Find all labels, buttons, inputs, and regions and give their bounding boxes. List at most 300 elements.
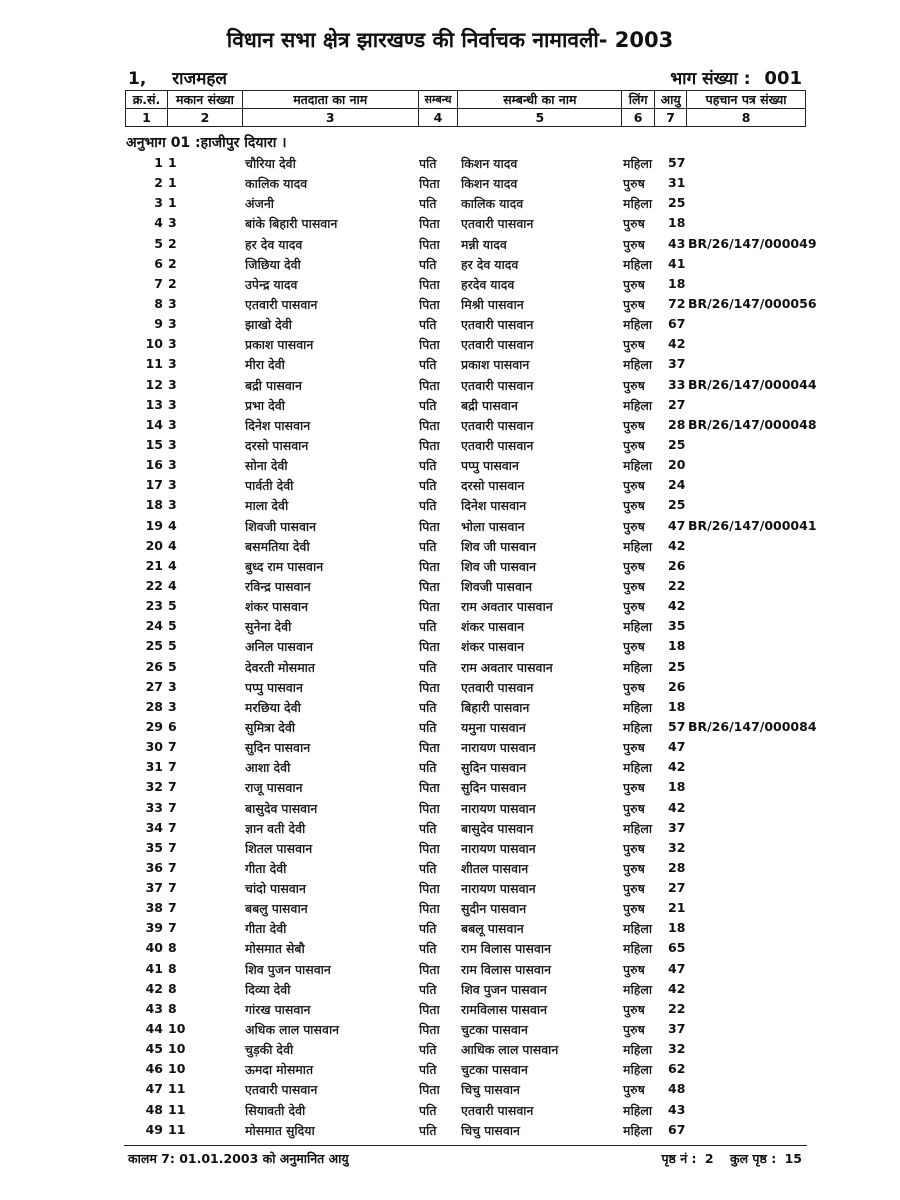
table-row: [0, 495, 900, 515]
voter-name: शिव पुजन पासवान: [245, 961, 331, 977]
voter-name: शितल पासवान: [245, 840, 313, 856]
serial-number: 38: [145, 900, 163, 916]
age: 26: [668, 557, 686, 573]
age: 57: [668, 155, 686, 170]
relation: पिता: [419, 901, 440, 917]
serial-number: 46: [145, 1061, 163, 1077]
voter-name: सियावती देवी: [245, 1102, 306, 1118]
relative-name: सुदिन पासवान: [461, 760, 527, 776]
house-number: 8: [168, 980, 177, 996]
table-row: [0, 576, 900, 596]
gender: महिला: [623, 921, 653, 937]
house-number: 8: [168, 1000, 177, 1016]
voter-name: मोसमात सेबौ: [245, 941, 305, 957]
gender: पुरुष: [623, 216, 645, 232]
serial-number: 47: [145, 1081, 163, 1097]
serial-number: 1: [154, 155, 163, 170]
serial-number: 2: [154, 175, 163, 191]
relation: पिता: [419, 599, 440, 615]
table-row: [0, 938, 900, 958]
relation: पिता: [419, 236, 440, 252]
table-row: [0, 1120, 900, 1140]
relative-name: हरदेव यादव: [461, 276, 515, 292]
serial-number: 27: [145, 678, 163, 694]
gender: महिला: [623, 981, 653, 997]
id-card-number: BR/26/147/000049: [688, 235, 817, 251]
gender: महिला: [623, 760, 653, 776]
voter-name: गीता देवी: [245, 921, 287, 937]
serial-number: 10: [145, 336, 163, 352]
house-number: 11: [168, 1121, 186, 1137]
relation: पति: [419, 941, 437, 957]
voter-name: कालिक यादव: [245, 176, 308, 192]
gender: पुरुष: [623, 478, 645, 494]
gender: महिला: [623, 1042, 653, 1058]
gender: पुरुष: [623, 800, 645, 816]
id-card-number: BR/26/147/000084: [688, 718, 817, 734]
serial-number: 33: [145, 799, 163, 815]
age: 47: [668, 517, 686, 533]
col-number: 7: [655, 109, 687, 127]
relation: पति: [419, 538, 437, 554]
table-header: [125, 90, 806, 127]
part-number: [670, 66, 802, 89]
relation: पति: [419, 397, 437, 413]
relative-name: दरसो पासवान: [461, 478, 525, 494]
house-number: 2: [168, 255, 177, 271]
serial-number: 39: [145, 920, 163, 936]
age: 18: [668, 638, 686, 654]
voter-name: मोसमात सुदिया: [245, 1122, 315, 1138]
serial-number: 3: [154, 195, 163, 211]
house-number: 7: [168, 739, 177, 755]
house-number: 3: [168, 396, 177, 412]
page-info: [661, 1150, 802, 1167]
house-number: 3: [168, 698, 177, 714]
relation: पिता: [419, 780, 440, 796]
relative-name: एतवारी पासवान: [461, 437, 534, 453]
relation: पिता: [419, 881, 440, 897]
age: 42: [668, 537, 686, 553]
gender: पुरुष: [623, 236, 645, 252]
age: 25: [668, 436, 686, 452]
relation: पिता: [419, 740, 440, 756]
relation: पति: [419, 619, 437, 635]
relation: पिता: [419, 296, 440, 312]
table-row: [0, 234, 900, 254]
relative-name: राम विलास पासवान: [461, 961, 552, 977]
header-labels-row: [126, 91, 806, 109]
relative-name: चुटका पासवान: [461, 1062, 528, 1078]
voter-name: सुनेना देवी: [245, 619, 292, 635]
gender: महिला: [623, 458, 653, 474]
relative-name: शिव पुजन पासवान: [461, 981, 547, 997]
house-number: 7: [168, 759, 177, 775]
gender: महिला: [623, 1062, 653, 1078]
gender: महिला: [623, 619, 653, 635]
serial-number: 35: [145, 839, 163, 855]
col-header-voter-name: मतदाता का नाम: [242, 91, 418, 109]
serial-number: 32: [145, 779, 163, 795]
age: 20: [668, 457, 686, 473]
relation: पति: [419, 659, 437, 675]
serial-number: 20: [145, 537, 163, 553]
header-numbers-row: [126, 109, 806, 127]
serial-number: 44: [145, 1021, 163, 1037]
gender: महिला: [623, 1122, 653, 1138]
table-row: [0, 737, 900, 757]
gender: पुरुष: [623, 578, 645, 594]
gender: पुरुष: [623, 498, 645, 514]
relation: पति: [419, 760, 437, 776]
voter-name: ज्ञान वती देवी: [245, 820, 306, 836]
table-row: [0, 596, 900, 616]
id-card-number: BR/26/147/000044: [688, 376, 817, 392]
house-number: 4: [168, 537, 177, 553]
age: 48: [668, 1081, 686, 1097]
gender: पुरुष: [623, 961, 645, 977]
house-number: 5: [168, 638, 177, 654]
gender: महिला: [623, 719, 653, 735]
house-number: 1: [168, 155, 177, 170]
footer-divider: [124, 1145, 807, 1146]
relative-name: भोला पासवान: [461, 518, 525, 534]
table-row: [0, 717, 900, 737]
house-number: 3: [168, 376, 177, 392]
house-number: 3: [168, 336, 177, 352]
gender: पुरुष: [623, 840, 645, 856]
house-number: 8: [168, 960, 177, 976]
table-row: [0, 1019, 900, 1039]
relative-name: मिश्री पासवान: [461, 296, 524, 312]
serial-number: 37: [145, 880, 163, 896]
age: 37: [668, 819, 686, 835]
age: 42: [668, 759, 686, 775]
relation: पिता: [419, 1022, 440, 1038]
gender: महिला: [623, 196, 653, 212]
table-row: [0, 334, 900, 354]
constituency-name: राजमहल: [172, 69, 227, 89]
id-card-number: BR/26/147/000041: [688, 517, 817, 533]
serial-number: 7: [154, 275, 163, 291]
relation: पति: [419, 699, 437, 715]
age: 26: [668, 678, 686, 694]
col-number: 4: [418, 109, 458, 127]
voter-name: चौरिया देवी: [245, 156, 296, 171]
table-row: [0, 536, 900, 556]
table-row: [0, 375, 900, 395]
table-row: [0, 294, 900, 314]
gender: पुरुष: [623, 558, 645, 574]
gender: पुरुष: [623, 1022, 645, 1038]
table-row: [0, 153, 900, 173]
serial-number: 11: [145, 356, 163, 372]
voter-name: शिवजी पासवान: [245, 518, 317, 534]
serial-number: 28: [145, 698, 163, 714]
table-row: [0, 1079, 900, 1099]
house-number: 7: [168, 920, 177, 936]
house-number: 7: [168, 819, 177, 835]
relative-name: एतवारी पासवान: [461, 216, 534, 232]
relative-name: राम अवतार पासवान: [461, 659, 553, 675]
age: 62: [668, 1061, 686, 1077]
serial-number: 36: [145, 859, 163, 875]
gender: महिला: [623, 820, 653, 836]
relative-name: नारायण पासवान: [461, 740, 536, 756]
relative-name: नारायण पासवान: [461, 840, 536, 856]
relative-name: मन्नी यादव: [461, 236, 507, 252]
relative-name: बबलू पासवान: [461, 921, 524, 937]
age: 37: [668, 356, 686, 372]
age: 42: [668, 799, 686, 815]
col-number: 1: [126, 109, 168, 127]
relation: पति: [419, 1102, 437, 1118]
house-number: 3: [168, 457, 177, 473]
voter-name: चांदो पासवान: [245, 881, 306, 897]
age: 35: [668, 618, 686, 634]
relation: पति: [419, 478, 437, 494]
relation: पिता: [419, 518, 440, 534]
constituency-number: 1,: [128, 69, 147, 89]
gender: महिला: [623, 397, 653, 413]
voter-name: बबलु पासवान: [245, 901, 308, 917]
voter-name: पार्वती देवी: [245, 478, 294, 494]
relative-name: यमुना पासवान: [461, 719, 526, 735]
serial-number: 17: [145, 477, 163, 493]
age: 72: [668, 295, 686, 311]
voter-name: सुदिन पासवान: [245, 740, 311, 756]
serial-number: 15: [145, 436, 163, 452]
voter-name: सोना देवी: [245, 458, 288, 474]
serial-number: 8: [154, 295, 163, 311]
gender: पुरुष: [623, 437, 645, 453]
age: 18: [668, 275, 686, 291]
table-row: [0, 777, 900, 797]
house-number: 7: [168, 799, 177, 815]
age: 22: [668, 1000, 686, 1016]
relative-name: चिचु पासवान: [461, 1082, 520, 1098]
relative-name: आधिक लाल पासवान: [461, 1042, 559, 1058]
table-row: [0, 878, 900, 898]
id-card-number: BR/26/147/000056: [688, 295, 817, 311]
relative-name: चिचु पासवान: [461, 1122, 520, 1138]
relation: पिता: [419, 176, 440, 192]
age: 47: [668, 960, 686, 976]
voter-name: हर देव यादव: [245, 236, 303, 252]
voter-name: दरसो पासवान: [245, 437, 309, 453]
voter-list: [0, 153, 900, 1140]
gender: पुरुष: [623, 780, 645, 796]
relative-name: चुटका पासवान: [461, 1022, 528, 1038]
age: 67: [668, 316, 686, 332]
age: 37: [668, 1021, 686, 1037]
relative-name: एतवारी पासवान: [461, 679, 534, 695]
relative-name: प्रकाश पासवान: [461, 357, 530, 373]
relation: पिता: [419, 840, 440, 856]
relation: पति: [419, 498, 437, 514]
part-label: भाग संख्या :: [670, 69, 751, 89]
table-row: [0, 455, 900, 475]
voter-name: एतवारी पासवान: [245, 296, 318, 312]
table-row: [0, 173, 900, 193]
house-number: 7: [168, 779, 177, 795]
relation: पति: [419, 256, 437, 272]
age: 27: [668, 880, 686, 896]
gender: महिला: [623, 538, 653, 554]
relation: पति: [419, 981, 437, 997]
serial-number: 34: [145, 819, 163, 835]
relation: पिता: [419, 417, 440, 433]
house-number: 8: [168, 940, 177, 956]
relative-name: कालिक यादव: [461, 196, 524, 212]
gender: पुरुष: [623, 377, 645, 393]
serial-number: 40: [145, 940, 163, 956]
relative-name: एतवारी पासवान: [461, 1102, 534, 1118]
relation: पिता: [419, 639, 440, 655]
gender: पुरुष: [623, 1001, 645, 1017]
relation: पिता: [419, 578, 440, 594]
gender: पुरुष: [623, 337, 645, 353]
relation: पिता: [419, 1082, 440, 1098]
age: 43: [668, 235, 686, 251]
age: 27: [668, 396, 686, 412]
house-number: 4: [168, 577, 177, 593]
relative-name: एतवारी पासवान: [461, 417, 534, 433]
col-header-relative-name: सम्बन्धी का नाम: [458, 91, 622, 109]
relation: पति: [419, 357, 437, 373]
table-row: [0, 918, 900, 938]
gender: पुरुष: [623, 679, 645, 695]
age: 41: [668, 255, 686, 271]
serial-number: 14: [145, 416, 163, 432]
house-number: 2: [168, 275, 177, 291]
gender: पुरुष: [623, 417, 645, 433]
gender: पुरुष: [623, 901, 645, 917]
col-header-house: मकान संख्या: [167, 91, 242, 109]
serial-number: 18: [145, 497, 163, 513]
relation: पिता: [419, 961, 440, 977]
table-row: [0, 516, 900, 536]
serial-number: 12: [145, 376, 163, 392]
constituency: [128, 66, 227, 89]
col-header-id: पहचान पत्र संख्या: [687, 91, 806, 109]
serial-number: 16: [145, 457, 163, 473]
relation: पिता: [419, 558, 440, 574]
age: 21: [668, 900, 686, 916]
voter-name: माला देवी: [245, 498, 289, 514]
relative-name: किशन यादव: [461, 176, 518, 192]
relative-name: सुदीन पासवान: [461, 901, 527, 917]
voter-name: बांके बिहारी पासवान: [245, 216, 338, 232]
house-number: 7: [168, 839, 177, 855]
col-header-serial: क्र.सं.: [126, 91, 168, 109]
relative-name: रामविलास पासवान: [461, 1001, 548, 1017]
serial-number: 13: [145, 396, 163, 412]
house-number: 4: [168, 557, 177, 573]
table-row: [0, 818, 900, 838]
col-number: 3: [242, 109, 418, 127]
age: 22: [668, 577, 686, 593]
part-value: 001: [764, 68, 802, 89]
gender: महिला: [623, 317, 653, 333]
serial-number: 24: [145, 618, 163, 634]
voter-name: देवरती मोसमात: [245, 659, 316, 675]
house-number: 3: [168, 215, 177, 231]
relation: पिता: [419, 679, 440, 695]
house-number: 2: [168, 235, 177, 251]
age: 42: [668, 336, 686, 352]
voter-name: उपेन्द्र यादव: [245, 276, 298, 292]
serial-number: 25: [145, 638, 163, 654]
gender: पुरुष: [623, 518, 645, 534]
voter-name: सुमित्रा देवी: [245, 719, 296, 735]
col-header-age: आयु: [655, 91, 687, 109]
age: 67: [668, 1121, 686, 1137]
serial-number: 42: [145, 980, 163, 996]
house-number: 5: [168, 618, 177, 634]
table-row: [0, 435, 900, 455]
voter-name: गीता देवी: [245, 860, 287, 876]
total-pages-label: कुल पृष्ठ :: [729, 1151, 777, 1166]
table-row: [0, 636, 900, 656]
gender: पुरुष: [623, 176, 645, 192]
age: 18: [668, 920, 686, 936]
age: 28: [668, 416, 686, 432]
relative-name: एतवारी पासवान: [461, 337, 534, 353]
serial-number: 6: [154, 255, 163, 271]
age: 42: [668, 598, 686, 614]
page-label: पृष्ठ नं :: [661, 1151, 697, 1166]
serial-number: 29: [145, 718, 163, 734]
voter-name: झाखो देवी: [245, 317, 292, 333]
age: 25: [668, 497, 686, 513]
relation: पति: [419, 719, 437, 735]
serial-number: 43: [145, 1000, 163, 1016]
age: 32: [668, 839, 686, 855]
house-number: 10: [168, 1041, 186, 1057]
house-number: 1: [168, 175, 177, 191]
relation: पति: [419, 196, 437, 212]
relation: पिता: [419, 377, 440, 393]
house-number: 3: [168, 436, 177, 452]
voter-name: रविन्द्र पासवान: [245, 578, 311, 594]
relative-name: शीतल पासवान: [461, 860, 529, 876]
voter-name: प्रभा देवी: [245, 397, 285, 413]
relative-name: नारायण पासवान: [461, 800, 536, 816]
age: 25: [668, 658, 686, 674]
voter-name: मीरा देवी: [245, 357, 285, 373]
table-row: [0, 415, 900, 435]
table-row: [0, 213, 900, 233]
serial-number: 22: [145, 577, 163, 593]
house-number: 6: [168, 718, 177, 734]
table-row: [0, 757, 900, 777]
house-number: 4: [168, 517, 177, 533]
gender: पुरुष: [623, 881, 645, 897]
gender: महिला: [623, 659, 653, 675]
serial-number: 48: [145, 1101, 163, 1117]
age: 24: [668, 477, 686, 493]
relative-name: शिवजी पासवान: [461, 578, 533, 594]
table-row: [0, 556, 900, 576]
relation: पिता: [419, 800, 440, 816]
voter-name: प्रकाश पासवान: [245, 337, 314, 353]
house-number: 3: [168, 316, 177, 332]
relation: पिता: [419, 437, 440, 453]
age: 33: [668, 376, 686, 392]
serial-number: 21: [145, 557, 163, 573]
table-row: [0, 858, 900, 878]
